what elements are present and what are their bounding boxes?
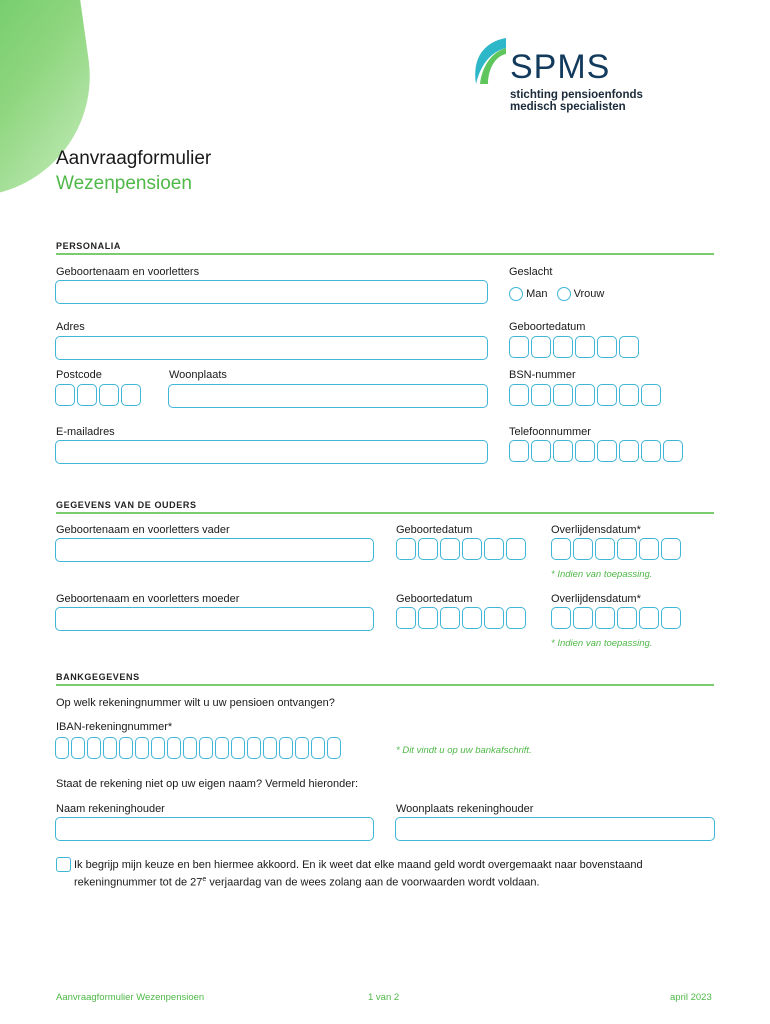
mother-deathdate-input[interactable] [551, 607, 683, 629]
father-birthdate-input[interactable] [396, 538, 528, 560]
holder-city-input[interactable] [395, 817, 715, 841]
birthname-label: Geboortenaam en voorletters [56, 266, 200, 278]
section-divider [56, 512, 714, 514]
mother-deathdate-label: Overlijdensdatum* [551, 593, 641, 605]
gender-man-radio[interactable] [509, 287, 523, 301]
father-deathdate-label: Overlijdensdatum* [551, 524, 641, 536]
mother-name-input[interactable] [55, 607, 374, 631]
spms-logo-mark-icon [470, 36, 508, 86]
gender-label: Geslacht [509, 266, 553, 278]
bsn-label: BSN-nummer [509, 369, 576, 381]
father-deathdate-note: * Indien van toepassing. [551, 569, 653, 580]
mother-birthdate-input[interactable] [396, 607, 528, 629]
consent-checkbox[interactable] [56, 857, 71, 872]
birthdate-label: Geboortedatum [509, 321, 586, 333]
postcode-label: Postcode [56, 369, 102, 381]
iban-input[interactable] [55, 737, 343, 759]
mother-birthdate-label: Geboortedatum [396, 593, 473, 605]
phone-label: Telefoonnummer [509, 426, 591, 438]
page-subtitle: Wezenpensioen [56, 173, 192, 194]
address-label: Adres [56, 321, 85, 333]
other-holder-instruction: Staat de rekening niet op uw eigen naam? Vermeld hieronder: [56, 778, 359, 790]
father-deathdate-input[interactable] [551, 538, 683, 560]
city-input[interactable] [168, 384, 488, 408]
gender-woman-label: Vrouw [573, 287, 605, 300]
bsn-input[interactable] [509, 384, 663, 406]
mother-name-label: Geboortenaam en voorletters moeder [56, 593, 240, 605]
email-input[interactable] [55, 440, 488, 464]
city-label: Woonplaats [169, 369, 227, 381]
father-name-label: Geboortenaam en voorletters vader [56, 524, 230, 536]
gender-options [509, 287, 604, 301]
footer-doc-title: Aanvraagformulier Wezenpensioen [56, 992, 205, 1003]
section-divider [56, 684, 714, 686]
phone-input[interactable] [509, 440, 685, 462]
holder-city-label: Woonplaats rekeninghouder [396, 803, 534, 815]
email-label: E-mailadres [56, 426, 115, 438]
iban-note: * Dit vindt u op uw bankafschrift. [396, 745, 532, 756]
consent-text-line1: Ik begrijp mijn keuze en ben hiermee akkoord. En ik weet dat elke maand geld wordt overgemaakt naar bovenstaand [74, 859, 643, 871]
logo-subtitle: stichting pensioenfonds medisch specialisten [510, 89, 643, 113]
footer-page-number: 1 van 2 [368, 992, 400, 1003]
logo-wordmark: SPMS [510, 48, 611, 86]
section-heading-personalia: PERSONALIA [56, 241, 122, 251]
holder-name-input[interactable] [55, 817, 374, 841]
birthname-input[interactable] [55, 280, 488, 304]
birthdate-input[interactable] [509, 336, 641, 358]
father-name-input[interactable] [55, 538, 374, 562]
section-heading-parents: GEGEVENS VAN DE OUDERS [56, 500, 197, 510]
iban-question: Op welk rekeningnummer wilt u uw pensioen ontvangen? [56, 697, 335, 709]
holder-name-label: Naam rekeninghouder [56, 803, 165, 815]
page-title: Aanvraagformulier [56, 148, 212, 169]
gender-man-label: Man [526, 287, 548, 300]
consent-text-line2: rekeningnummer tot de 27e verjaardag van de wees zolang aan de voorwaarden wordt voldaan. [74, 876, 540, 889]
gender-woman-radio[interactable] [557, 287, 571, 301]
address-input[interactable] [55, 336, 488, 360]
iban-label: IBAN-rekeningnummer* [56, 721, 173, 733]
section-divider [56, 253, 714, 255]
footer-date: april 2023 [670, 992, 712, 1003]
postcode-input[interactable] [55, 384, 143, 406]
mother-deathdate-note: * Indien van toepassing. [551, 638, 653, 649]
father-birthdate-label: Geboortedatum [396, 524, 473, 536]
section-heading-bank: BANKGEGEVENS [56, 672, 140, 682]
